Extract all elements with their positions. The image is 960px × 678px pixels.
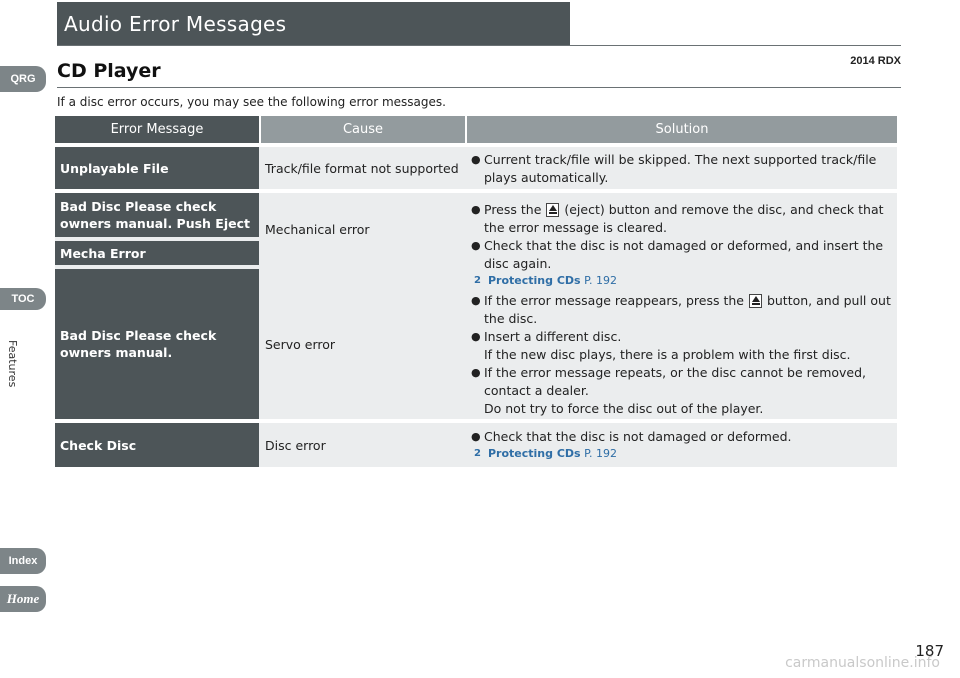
eject-icon bbox=[546, 203, 559, 217]
solution-bullet: ● Check that the disc is not damaged or deformed, and insert the disc again. bbox=[471, 238, 884, 271]
side-section-label: Features bbox=[6, 340, 19, 388]
page-heading: CD Player bbox=[57, 60, 161, 82]
cause-text: Mechanical error bbox=[265, 221, 370, 237]
cause-text: Servo error bbox=[265, 336, 336, 352]
solution-bullet: ● If the error message repeats, or the disc cannot be removed, contact a dealer. Do not try to force the disc out of the player. bbox=[471, 365, 867, 416]
index-tab[interactable]: Index bbox=[0, 548, 46, 574]
toc-tab[interactable]: TOC bbox=[0, 288, 46, 310]
solution-bullet: ● Check that the disc is not damaged or deformed. bbox=[471, 429, 792, 444]
error-label-unplayable-file: Unplayable File bbox=[55, 147, 259, 189]
model-label: 2014 RDX bbox=[850, 55, 901, 67]
arrow-icon: 2 bbox=[474, 448, 481, 459]
solution-bullet: ● Current track/file will be skipped. The next supported track/file plays automatically. bbox=[471, 152, 877, 185]
solution-bullet: ● If the error message reappears, press the button, and pull out the disc. bbox=[471, 293, 891, 326]
cross-reference[interactable]: 2 Protecting CDs P. 192 bbox=[474, 447, 618, 460]
error-label-mecha-error: Mecha Error bbox=[55, 241, 259, 265]
qrg-tab[interactable]: QRG bbox=[0, 66, 46, 92]
heading-rule bbox=[57, 87, 901, 88]
section-title: Audio Error Messages bbox=[64, 12, 287, 36]
cause-text: Disc error bbox=[265, 437, 326, 453]
eject-icon bbox=[749, 294, 762, 308]
intro-text: If a disc error occurs, you may see the following error messages. bbox=[57, 95, 446, 109]
arrow-icon: 2 bbox=[474, 275, 481, 286]
top-rule bbox=[57, 45, 901, 46]
col-header-cause: Cause bbox=[261, 116, 465, 143]
error-label-bad-disc-check-manual: Bad Disc Please check owners manual. bbox=[55, 269, 259, 419]
solution-cell bbox=[470, 151, 890, 187]
col-header-error-message: Error Message bbox=[55, 116, 259, 143]
error-label-bad-disc-push-eject: Bad Disc Please check owners manual. Push Eject bbox=[55, 193, 259, 237]
watermark: carmanualsonline.info bbox=[785, 655, 940, 671]
error-label-check-disc: Check Disc bbox=[55, 423, 259, 467]
page-number: 187 bbox=[915, 642, 944, 660]
solution-bullet: ● Insert a different disc. If the new disc plays, there is a problem with the first disc. bbox=[471, 329, 851, 362]
solution-cell-shared bbox=[470, 201, 892, 418]
cross-reference[interactable]: 2 Protecting CDs P. 192 bbox=[474, 274, 618, 287]
col-header-solution: Solution bbox=[467, 116, 897, 143]
home-tab[interactable]: Home bbox=[0, 586, 46, 612]
solution-bullet: ● Press the (eject) button and remove the disc, and check that the error message is cleared. bbox=[471, 202, 884, 235]
solution-cell bbox=[470, 428, 890, 462]
cause-text: Track/file format not supported bbox=[265, 160, 459, 176]
